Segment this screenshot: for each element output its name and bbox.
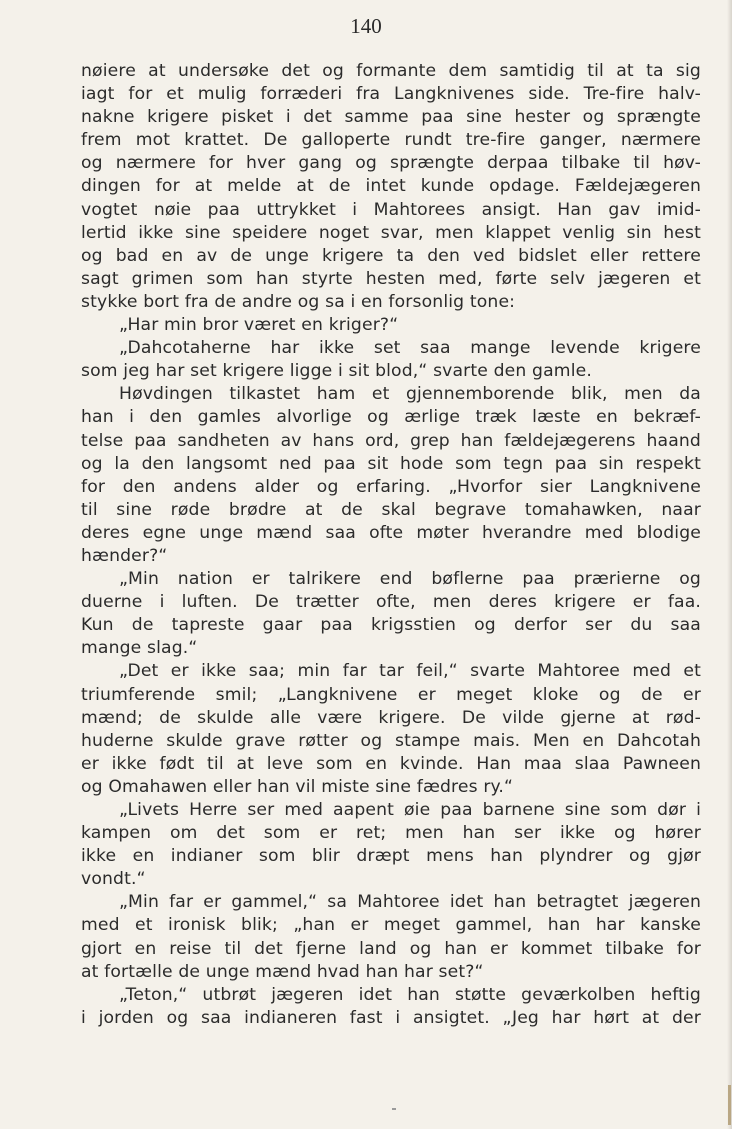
text-line: telse paa sandheten av hans ord, grep han fældejægerens haand <box>81 430 701 451</box>
text-line: er ikke født til at leve som en kvinde. Han maa slaa Pawneen <box>81 753 701 774</box>
text-line: „Teton,“ utbrøt jægeren idet han støtte geværkolben heftig <box>119 984 701 1005</box>
text-line: deres egne unge mænd saa ofte møter hverandre med blodige <box>81 522 701 543</box>
text-line: til sine røde brødre at de skal begrave tomahawken, naar <box>81 499 701 520</box>
body-text <box>81 60 701 1030</box>
text-line: han i den gamles alvorlige og ærlige træk læste en bekræf- <box>81 407 701 428</box>
text-line: triumferende smil; „Langknivene er meget kloke og de er <box>81 684 701 705</box>
text-line: og bad en av de unge krigere ta den ved bidslet eller rettere <box>81 245 701 266</box>
page-number: 140 <box>350 14 382 38</box>
text-line: „Har min bror været en kriger?“ <box>119 315 399 336</box>
text-line: vogtet nøie paa uttrykket i Mahtorees ansigt. Han gav imid- <box>81 199 701 220</box>
text-line: mænd; de skulde alle være krigere. De vilde gjerne at rød- <box>81 707 701 728</box>
page-edge <box>727 0 732 1129</box>
text-line: duerne i luften. De trætter ofte, men deres krigere er faa. <box>81 592 701 613</box>
text-line: og nærmere for hver gang og sprængte derpaa tilbake til høv- <box>81 153 701 174</box>
text-line: og Omahawen eller han vil miste sine fædres ry.“ <box>81 776 514 797</box>
text-line: „Min far er gammel,“ sa Mahtoree idet han betragtet jægeren <box>119 892 701 913</box>
text-line: mange slag.“ <box>81 638 198 659</box>
text-line: hænder?“ <box>81 545 168 566</box>
text-line: stykke bort fra de andre og sa i en forsonlig tone: <box>81 291 516 312</box>
text-line: lertid ikke sine speidere noget svar, men klappet venlig sin hest <box>81 222 701 243</box>
text-line: i jorden og saa indianeren fast i ansigtet. „Jeg har hørt at der <box>81 1007 701 1028</box>
text-line: Kun de tapreste gaar paa krigsstien og derfor ser du saa <box>81 615 701 636</box>
text-line: som jeg har set krigere ligge i sit blod,“ svarte den gamle. <box>81 361 592 382</box>
text-line: huderne skulde grave røtter og stampe mais. Men en Dahcotah <box>81 730 701 751</box>
text-line: „Dahcotaherne har ikke set saa mange levende krigere <box>119 338 701 359</box>
text-line: dingen for at melde at de intet kunde opdage. Fældejægeren <box>81 176 701 197</box>
text-line: frem mot krattet. De galloperte rundt tre-fire ganger, nærmere <box>81 130 701 151</box>
text-line: Høvdingen tilkastet ham et gjennemborende blik, men da <box>119 384 701 405</box>
text-line: „Min nation er talrikere end bøflerne paa prærierne og <box>119 569 701 590</box>
text-line: med et ironisk blik; „han er meget gammel, han har kanske <box>81 915 701 936</box>
text-line: ikke en indianer som blir dræpt mens han plyndrer og gjør <box>81 846 701 867</box>
page-speck <box>392 1108 396 1110</box>
text-line: at fortælle de unge mænd hvad han har set?“ <box>81 961 484 982</box>
text-line: kampen om det som er ret; men han ser ikke og hører <box>81 823 701 844</box>
text-line: „Livets Herre ser med aapent øie paa barnene sine som dør i <box>119 800 701 820</box>
text-line: iagt for et mulig forræderi fra Langknivenes side. Tre-fire halv- <box>81 84 701 105</box>
text-line: nakne krigere pisket i det samme paa sine hester og sprængte <box>81 107 701 128</box>
text-line: gjort en reise til det fjerne land og han er kommet tilbake for <box>81 938 701 959</box>
text-line: nøiere at undersøke det og formante dem samtidig til at ta sig <box>81 61 701 81</box>
text-line: „Det er ikke saa; min far tar feil,“ svarte Mahtoree med et <box>119 661 701 682</box>
page-edge-mark <box>728 1085 731 1125</box>
text-line: sagt grimen som han styrte hesten med, førte selv jægeren et <box>81 268 701 289</box>
text-line: for den andens alder og erfaring. „Hvorfor sier Langknivene <box>81 476 701 497</box>
text-line: og la den langsomt ned paa sit hode som tegn paa sin respekt <box>81 453 701 474</box>
text-line: vondt.“ <box>81 869 146 890</box>
